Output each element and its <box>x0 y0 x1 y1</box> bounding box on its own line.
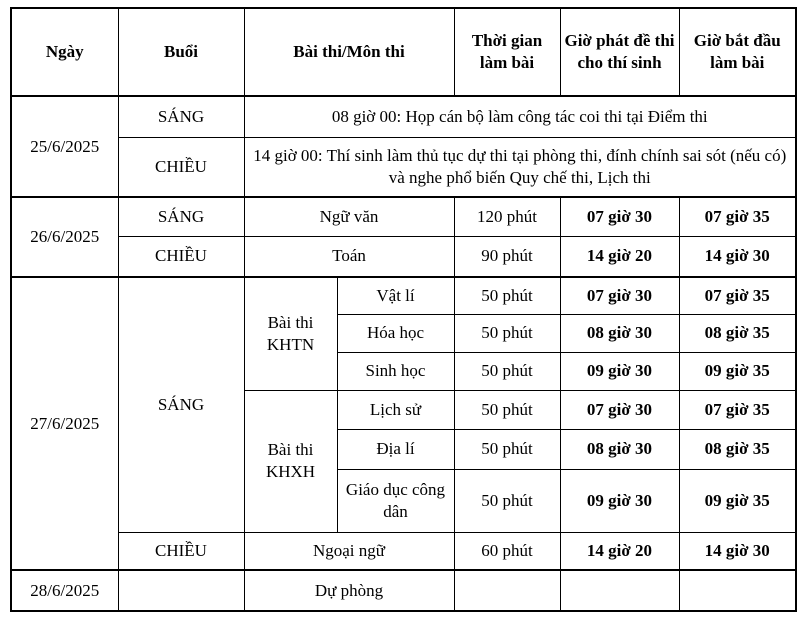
header-start: Giờ bắt đầu làm bài <box>679 8 796 96</box>
duration-day4-empty <box>454 570 560 611</box>
subject-toan: Toán <box>244 236 454 277</box>
subject-lichsu: Lịch sử <box>337 390 454 429</box>
start-day4-empty <box>679 570 796 611</box>
activity-day1-morning: 08 giờ 00: Họp cán bộ làm công tác coi thi tại Điểm thi <box>244 96 796 137</box>
subject-diali: Địa lí <box>337 429 454 469</box>
handout-toan: 14 giờ 20 <box>560 236 679 277</box>
header-session: Buổi <box>118 8 244 96</box>
handout-hoahoc: 08 giờ 30 <box>560 314 679 352</box>
subject-vatli: Vật lí <box>337 277 454 314</box>
session-day4-empty <box>118 570 244 611</box>
subject-ngoaingu: Ngoại ngữ <box>244 532 454 570</box>
handout-day4-empty <box>560 570 679 611</box>
row-day2-morning <box>11 197 796 236</box>
subject-gdcd: Giáo dục công dân <box>337 469 454 532</box>
start-ngoaingu: 14 giờ 30 <box>679 532 796 570</box>
exam-khtn: Bài thi KHTN <box>244 277 337 390</box>
duration-sinhhoc: 50 phút <box>454 352 560 390</box>
row-day2-afternoon <box>11 236 796 277</box>
start-gdcd: 09 giờ 35 <box>679 469 796 532</box>
duration-gdcd: 50 phút <box>454 469 560 532</box>
handout-gdcd: 09 giờ 30 <box>560 469 679 532</box>
duration-ngoaingu: 60 phút <box>454 532 560 570</box>
duration-hoahoc: 50 phút <box>454 314 560 352</box>
handout-diali: 08 giờ 30 <box>560 429 679 469</box>
start-vatli: 07 giờ 35 <box>679 277 796 314</box>
exam-khxh: Bài thi KHXH <box>244 390 337 532</box>
header-handout: Giờ phát đề thi cho thí sinh <box>560 8 679 96</box>
exam-schedule-table <box>10 7 797 612</box>
duration-lichsu: 50 phút <box>454 390 560 429</box>
subject-sinhhoc: Sinh học <box>337 352 454 390</box>
row-day1-afternoon <box>11 137 796 197</box>
handout-lichsu: 07 giờ 30 <box>560 390 679 429</box>
duration-diali: 50 phút <box>454 429 560 469</box>
header-duration: Thời gian làm bài <box>454 8 560 96</box>
date-day4: 28/6/2025 <box>11 570 118 611</box>
date-day3: 27/6/2025 <box>11 277 118 570</box>
handout-ngoaingu: 14 giờ 20 <box>560 532 679 570</box>
session-day1-morning: SÁNG <box>118 96 244 137</box>
row-day4 <box>11 570 796 611</box>
start-toan: 14 giờ 30 <box>679 236 796 277</box>
start-nguvan: 07 giờ 35 <box>679 197 796 236</box>
handout-sinhhoc: 09 giờ 30 <box>560 352 679 390</box>
row-day3-afternoon <box>11 532 796 570</box>
session-day2-afternoon: CHIỀU <box>118 236 244 277</box>
session-day3-afternoon: CHIỀU <box>118 532 244 570</box>
session-day3-morning: SÁNG <box>118 277 244 532</box>
duration-vatli: 50 phút <box>454 277 560 314</box>
handout-nguvan: 07 giờ 30 <box>560 197 679 236</box>
header-exam: Bài thi/Môn thi <box>244 8 454 96</box>
start-sinhhoc: 09 giờ 35 <box>679 352 796 390</box>
subject-hoahoc: Hóa học <box>337 314 454 352</box>
start-diali: 08 giờ 35 <box>679 429 796 469</box>
duration-toan: 90 phút <box>454 236 560 277</box>
duration-nguvan: 120 phút <box>454 197 560 236</box>
start-hoahoc: 08 giờ 35 <box>679 314 796 352</box>
subject-nguvan: Ngữ văn <box>244 197 454 236</box>
header-date: Ngày <box>11 8 118 96</box>
activity-day1-afternoon: 14 giờ 00: Thí sinh làm thủ tục dự thi tại phòng thi, đính chính sai sót (nếu có) và nghe phổ biến Quy chế thi, Lịch thi <box>244 137 796 197</box>
header-row <box>11 8 796 96</box>
start-lichsu: 07 giờ 35 <box>679 390 796 429</box>
session-day2-morning: SÁNG <box>118 197 244 236</box>
date-day2: 26/6/2025 <box>11 197 118 277</box>
row-vatli <box>11 277 796 314</box>
session-day1-afternoon: CHIỀU <box>118 137 244 197</box>
subject-duphong: Dự phòng <box>244 570 454 611</box>
date-day1: 25/6/2025 <box>11 96 118 197</box>
handout-vatli: 07 giờ 30 <box>560 277 679 314</box>
row-day1-morning <box>11 96 796 137</box>
